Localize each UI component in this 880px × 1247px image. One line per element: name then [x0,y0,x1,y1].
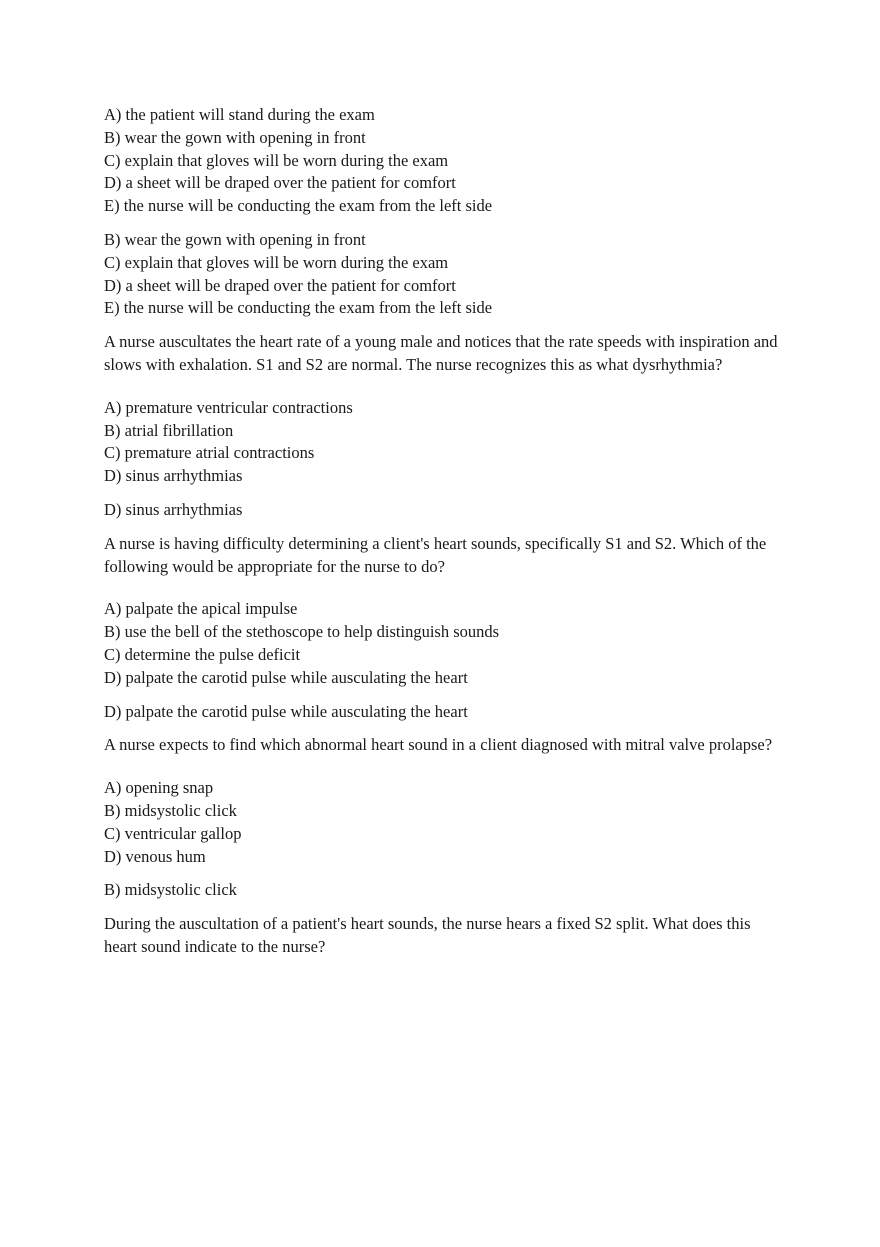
option-line: B) atrial fibrillation [104,420,234,440]
question-paragraph [104,913,784,959]
option-list [104,104,784,218]
answer-block [104,701,784,724]
answer-line: E) the nurse will be conducting the exam from the left side [104,298,493,318]
option-list [104,397,784,488]
option-line: D) sinus arrhythmias [104,466,243,486]
answer-line: B) midsystolic click [104,880,237,900]
option-list [104,598,784,689]
question-paragraph [104,734,784,757]
answer-line: D) sinus arrhythmias [104,499,243,519]
option-line: E) the nurse will be conducting the exam from the left side [104,196,493,216]
option-line: B) use the bell of the stethoscope to help distinguish sounds [104,622,500,642]
option-line: B) midsystolic click [104,800,237,820]
option-line: A) palpate the apical impulse [104,599,298,619]
option-line: D) a sheet will be draped over the patient for comfort [104,173,456,193]
question-paragraph [104,331,784,377]
answer-line: C) explain that gloves will be worn during the exam [104,252,449,272]
answer-line: B) wear the gown with opening in front [104,229,366,249]
question-paragraph [104,533,784,579]
answer-line: D) palpate the carotid pulse while ausculating the heart [104,701,468,721]
question-text: During the auscultation of a patient's heart sounds, the nurse hears a fixed S2 split. What does this heart sound indicate to the nurse? [104,914,751,956]
document-page [104,104,784,979]
option-list [104,777,784,868]
question-text: A nurse auscultates the heart rate of a young male and notices that the rate speeds with inspiration and slows with exhalation. S1 and S2 are normal. The nurse recognizes this as what dysrhythmia? [104,332,778,374]
option-line: C) determine the pulse deficit [104,644,301,664]
answer-block [104,499,784,522]
answer-block [104,229,784,320]
question-text: A nurse is having difficulty determining a client's heart sounds, specifically S1 and S2. Which of the following would be appropriate for the nurse to do? [104,533,767,576]
option-line: C) premature atrial contractions [104,443,315,463]
option-line: C) ventricular gallop [104,823,242,843]
question-text: A nurse expects to find which abnormal heart sound in a client diagnosed with mitral valve prolapse? [104,735,773,755]
option-line: D) venous hum [104,846,206,866]
answer-block [104,879,784,902]
answer-line: D) a sheet will be draped over the patient for comfort [104,275,456,295]
option-line: A) opening snap [104,778,214,798]
option-line: A) the patient will stand during the exam [104,105,375,124]
option-line: A) premature ventricular contractions [104,397,353,417]
option-line: B) wear the gown with opening in front [104,127,366,147]
option-line: D) palpate the carotid pulse while ausculating the heart [104,667,468,687]
option-line: C) explain that gloves will be worn during the exam [104,150,449,170]
